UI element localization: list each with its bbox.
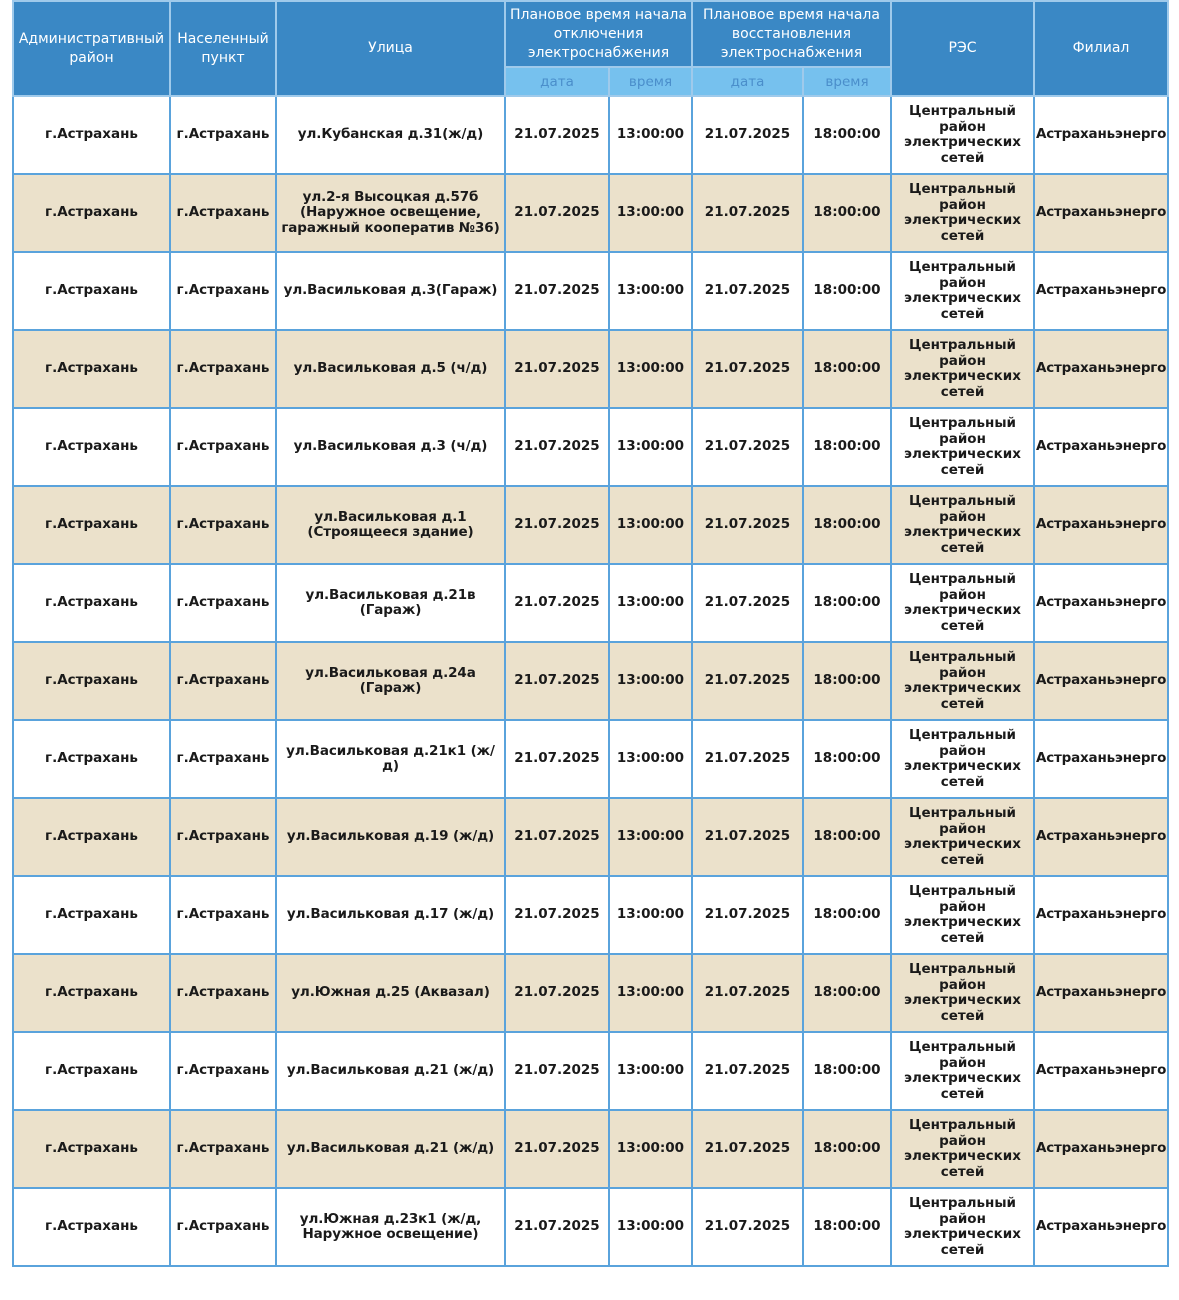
- cell-locality: г.Астрахань: [170, 252, 276, 330]
- cell-branch: Астраханьэнерго: [1034, 252, 1168, 330]
- cell-branch: Астраханьэнерго: [1034, 408, 1168, 486]
- cell-on-time: 18:00:00: [803, 252, 891, 330]
- cell-branch: Астраханьэнерго: [1034, 720, 1168, 798]
- table-body: [13, 96, 1168, 1266]
- cell-street: ул.Васильковая д.21 (ж/д): [276, 1110, 505, 1188]
- subheader-on-date: дата: [692, 67, 803, 96]
- cell-street: ул.Васильковая д.5 (ч/д): [276, 330, 505, 408]
- cell-locality: г.Астрахань: [170, 798, 276, 876]
- cell-district: г.Астрахань: [13, 564, 170, 642]
- header-res: РЭС: [891, 1, 1034, 96]
- cell-off-date: 21.07.2025: [505, 96, 609, 174]
- cell-on-date: 21.07.2025: [692, 1110, 803, 1188]
- cell-district: г.Астрахань: [13, 798, 170, 876]
- cell-branch: Астраханьэнерго: [1034, 1188, 1168, 1266]
- cell-off-time: 13:00:00: [609, 954, 692, 1032]
- cell-locality: г.Астрахань: [170, 1032, 276, 1110]
- cell-on-time: 18:00:00: [803, 642, 891, 720]
- cell-off-date: 21.07.2025: [505, 1110, 609, 1188]
- cell-district: г.Астрахань: [13, 1188, 170, 1266]
- cell-district: г.Астрахань: [13, 96, 170, 174]
- cell-district: г.Астрахань: [13, 408, 170, 486]
- cell-on-time: 18:00:00: [803, 174, 891, 252]
- cell-on-date: 21.07.2025: [692, 798, 803, 876]
- cell-res: Центральный район электрических сетей: [891, 252, 1034, 330]
- cell-off-date: 21.07.2025: [505, 642, 609, 720]
- cell-street: ул.Васильковая д.3 (ч/д): [276, 408, 505, 486]
- cell-locality: г.Астрахань: [170, 642, 276, 720]
- subheader-on-time: время: [803, 67, 891, 96]
- cell-street: ул.Южная д.23к1 (ж/д, Наружное освещение): [276, 1188, 505, 1266]
- cell-street: ул.Васильковая д.21в (Гараж): [276, 564, 505, 642]
- header-outage-start: Плановое время начала отключения электроснабжения: [505, 1, 692, 67]
- cell-off-date: 21.07.2025: [505, 798, 609, 876]
- table-row: [13, 876, 1168, 954]
- cell-on-date: 21.07.2025: [692, 174, 803, 252]
- cell-district: г.Астрахань: [13, 876, 170, 954]
- cell-locality: г.Астрахань: [170, 408, 276, 486]
- cell-street: ул.Васильковая д.19 (ж/д): [276, 798, 505, 876]
- cell-res: Центральный район электрических сетей: [891, 954, 1034, 1032]
- cell-branch: Астраханьэнерго: [1034, 642, 1168, 720]
- cell-locality: г.Астрахань: [170, 954, 276, 1032]
- cell-on-time: 18:00:00: [803, 96, 891, 174]
- cell-on-time: 18:00:00: [803, 564, 891, 642]
- table-row: [13, 408, 1168, 486]
- cell-street: ул.Южная д.25 (Аквазал): [276, 954, 505, 1032]
- table-row: [13, 720, 1168, 798]
- header-street: Улица: [276, 1, 505, 96]
- cell-res: Центральный район электрических сетей: [891, 174, 1034, 252]
- cell-district: г.Астрахань: [13, 954, 170, 1032]
- cell-on-time: 18:00:00: [803, 720, 891, 798]
- header-branch: Филиал: [1034, 1, 1168, 96]
- cell-off-date: 21.07.2025: [505, 330, 609, 408]
- cell-on-time: 18:00:00: [803, 1110, 891, 1188]
- header-district: Административный район: [13, 1, 170, 96]
- cell-branch: Астраханьэнерго: [1034, 1110, 1168, 1188]
- cell-res: Центральный район электрических сетей: [891, 642, 1034, 720]
- cell-locality: г.Астрахань: [170, 1188, 276, 1266]
- table-header: [13, 1, 1168, 96]
- cell-off-time: 13:00:00: [609, 330, 692, 408]
- cell-locality: г.Астрахань: [170, 720, 276, 798]
- cell-branch: Астраханьэнерго: [1034, 798, 1168, 876]
- table-row: [13, 330, 1168, 408]
- cell-off-time: 13:00:00: [609, 96, 692, 174]
- cell-off-date: 21.07.2025: [505, 1188, 609, 1266]
- cell-district: г.Астрахань: [13, 642, 170, 720]
- cell-off-time: 13:00:00: [609, 720, 692, 798]
- cell-res: Центральный район электрических сетей: [891, 1110, 1034, 1188]
- cell-on-time: 18:00:00: [803, 954, 891, 1032]
- cell-on-time: 18:00:00: [803, 330, 891, 408]
- table-row: [13, 1110, 1168, 1188]
- cell-street: ул.Васильковая д.21к1 (ж/д): [276, 720, 505, 798]
- cell-off-date: 21.07.2025: [505, 408, 609, 486]
- cell-off-date: 21.07.2025: [505, 174, 609, 252]
- table-row: [13, 1032, 1168, 1110]
- table-row: [13, 954, 1168, 1032]
- cell-on-date: 21.07.2025: [692, 1032, 803, 1110]
- table-row: [13, 798, 1168, 876]
- cell-res: Центральный район электрических сетей: [891, 330, 1034, 408]
- header-locality: Населенный пункт: [170, 1, 276, 96]
- cell-locality: г.Астрахань: [170, 564, 276, 642]
- table-row: [13, 1188, 1168, 1266]
- cell-res: Центральный район электрических сетей: [891, 96, 1034, 174]
- cell-off-time: 13:00:00: [609, 798, 692, 876]
- cell-district: г.Астрахань: [13, 1110, 170, 1188]
- cell-district: г.Астрахань: [13, 174, 170, 252]
- cell-on-time: 18:00:00: [803, 1188, 891, 1266]
- cell-on-date: 21.07.2025: [692, 486, 803, 564]
- cell-off-time: 13:00:00: [609, 252, 692, 330]
- cell-on-date: 21.07.2025: [692, 330, 803, 408]
- cell-off-date: 21.07.2025: [505, 876, 609, 954]
- cell-on-date: 21.07.2025: [692, 96, 803, 174]
- cell-on-time: 18:00:00: [803, 486, 891, 564]
- cell-off-date: 21.07.2025: [505, 954, 609, 1032]
- cell-on-date: 21.07.2025: [692, 720, 803, 798]
- cell-off-time: 13:00:00: [609, 1188, 692, 1266]
- cell-branch: Астраханьэнерго: [1034, 1032, 1168, 1110]
- cell-branch: Астраханьэнерго: [1034, 564, 1168, 642]
- subheader-off-time: время: [609, 67, 692, 96]
- cell-on-date: 21.07.2025: [692, 252, 803, 330]
- cell-locality: г.Астрахань: [170, 486, 276, 564]
- cell-locality: г.Астрахань: [170, 330, 276, 408]
- cell-on-time: 18:00:00: [803, 1032, 891, 1110]
- cell-street: ул.Васильковая д.17 (ж/д): [276, 876, 505, 954]
- cell-branch: Астраханьэнерго: [1034, 486, 1168, 564]
- cell-street: ул.Васильковая д.3(Гараж): [276, 252, 505, 330]
- table-row: [13, 174, 1168, 252]
- cell-on-date: 21.07.2025: [692, 564, 803, 642]
- cell-res: Центральный район электрических сетей: [891, 486, 1034, 564]
- cell-off-time: 13:00:00: [609, 486, 692, 564]
- cell-locality: г.Астрахань: [170, 174, 276, 252]
- cell-off-date: 21.07.2025: [505, 1032, 609, 1110]
- cell-branch: Астраханьэнерго: [1034, 174, 1168, 252]
- cell-locality: г.Астрахань: [170, 96, 276, 174]
- cell-on-time: 18:00:00: [803, 798, 891, 876]
- cell-off-time: 13:00:00: [609, 174, 692, 252]
- cell-res: Центральный район электрических сетей: [891, 720, 1034, 798]
- cell-off-time: 13:00:00: [609, 1032, 692, 1110]
- header-restore-start: Плановое время начала восстановления электроснабжения: [692, 1, 891, 67]
- table-row: [13, 96, 1168, 174]
- cell-off-date: 21.07.2025: [505, 720, 609, 798]
- cell-res: Центральный район электрических сетей: [891, 798, 1034, 876]
- cell-branch: Астраханьэнерго: [1034, 330, 1168, 408]
- cell-district: г.Астрахань: [13, 1032, 170, 1110]
- subheader-off-date: дата: [505, 67, 609, 96]
- cell-street: ул.Васильковая д.24а (Гараж): [276, 642, 505, 720]
- cell-off-time: 13:00:00: [609, 1110, 692, 1188]
- cell-res: Центральный район электрических сетей: [891, 1032, 1034, 1110]
- cell-res: Центральный район электрических сетей: [891, 564, 1034, 642]
- cell-off-time: 13:00:00: [609, 564, 692, 642]
- cell-street: ул.Васильковая д.21 (ж/д): [276, 1032, 505, 1110]
- cell-locality: г.Астрахань: [170, 1110, 276, 1188]
- cell-branch: Астраханьэнерго: [1034, 96, 1168, 174]
- cell-street: ул.Кубанская д.31(ж/д): [276, 96, 505, 174]
- cell-district: г.Астрахань: [13, 330, 170, 408]
- cell-on-date: 21.07.2025: [692, 1188, 803, 1266]
- cell-res: Центральный район электрических сетей: [891, 408, 1034, 486]
- cell-on-date: 21.07.2025: [692, 876, 803, 954]
- cell-street: ул.2-я Высоцкая д.57б (Наружное освещение, гаражный кооператив №36): [276, 174, 505, 252]
- cell-off-time: 13:00:00: [609, 642, 692, 720]
- cell-district: г.Астрахань: [13, 252, 170, 330]
- cell-branch: Астраханьэнерго: [1034, 876, 1168, 954]
- cell-district: г.Астрахань: [13, 720, 170, 798]
- cell-on-time: 18:00:00: [803, 876, 891, 954]
- cell-off-time: 13:00:00: [609, 408, 692, 486]
- cell-on-date: 21.07.2025: [692, 408, 803, 486]
- cell-on-date: 21.07.2025: [692, 642, 803, 720]
- cell-on-time: 18:00:00: [803, 408, 891, 486]
- table-row: [13, 486, 1168, 564]
- cell-off-time: 13:00:00: [609, 876, 692, 954]
- cell-district: г.Астрахань: [13, 486, 170, 564]
- table-row: [13, 252, 1168, 330]
- outage-table: [12, 0, 1169, 1267]
- cell-off-date: 21.07.2025: [505, 486, 609, 564]
- cell-on-date: 21.07.2025: [692, 954, 803, 1032]
- cell-branch: Астраханьэнерго: [1034, 954, 1168, 1032]
- cell-res: Центральный район электрических сетей: [891, 1188, 1034, 1266]
- table-row: [13, 564, 1168, 642]
- cell-res: Центральный район электрических сетей: [891, 876, 1034, 954]
- outage-schedule: [12, 0, 1167, 1267]
- cell-off-date: 21.07.2025: [505, 564, 609, 642]
- cell-street: ул.Васильковая д.1 (Строящееся здание): [276, 486, 505, 564]
- cell-off-date: 21.07.2025: [505, 252, 609, 330]
- cell-locality: г.Астрахань: [170, 876, 276, 954]
- table-row: [13, 642, 1168, 720]
